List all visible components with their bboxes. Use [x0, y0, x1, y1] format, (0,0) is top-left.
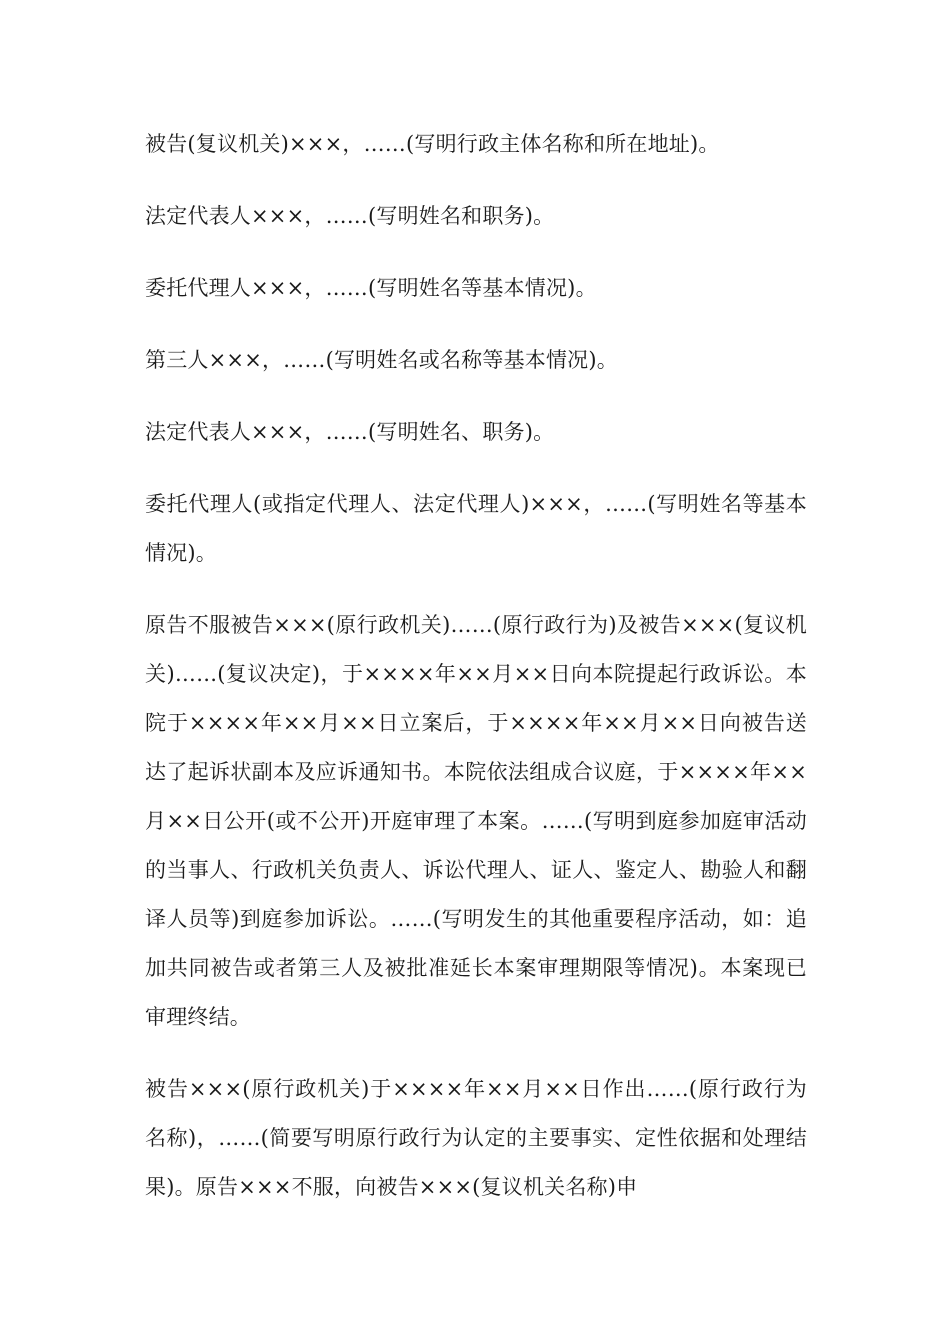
third-party-legal-representative-paragraph: 法定代表人×××，……(写明姓名、职务)。: [145, 420, 555, 444]
third-party-agent-paragraph: 委托代理人(或指定代理人、法定代理人)×××，……(写明姓名等基本情况)。: [145, 492, 807, 565]
procedure-history-paragraph: 原告不服被告×××(原行政机关)……(原行政行为)及被告×××(复议机关)……(复议决定)，于××××年××月××日向本院提起行政诉讼。本院于××××年××月××日立案后，于××××年××月××日向被告送达了起诉状副本及应诉通知书。本院依法组成合议庭，于××××年××月××日公开(或不公开)开庭审理了本案。……(写明到庭参加庭审活动的当事人、行政机关负责人、诉讼代理人、证人、鉴定人、勘验人和翻译人员等)到庭参加诉讼。……(写明发生的其他重要程序活动，如：追加共同被告或者第三人及被批准延长本案审理期限等情况)。本案现已审理终结。: [145, 613, 807, 1029]
document-page: [145, 120, 807, 1235]
third-party-paragraph: 第三人×××，……(写明姓名或名称等基本情况)。: [145, 348, 618, 372]
entrusted-agent-paragraph: 委托代理人×××，……(写明姓名等基本情况)。: [145, 276, 597, 300]
facts-paragraph: 被告×××(原行政机关)于××××年××月××日作出……(原行政行为名称)，……(简要写明原行政行为认定的主要事实、定性依据和处理结果)。原告×××不服，向被告×××(复议机关名称)申: [145, 1077, 807, 1199]
defendant-review-organ-paragraph: 被告(复议机关)×××，……(写明行政主体名称和所在地址)。: [145, 132, 720, 156]
legal-representative-paragraph: 法定代表人×××，……(写明姓名和职务)。: [145, 204, 555, 228]
